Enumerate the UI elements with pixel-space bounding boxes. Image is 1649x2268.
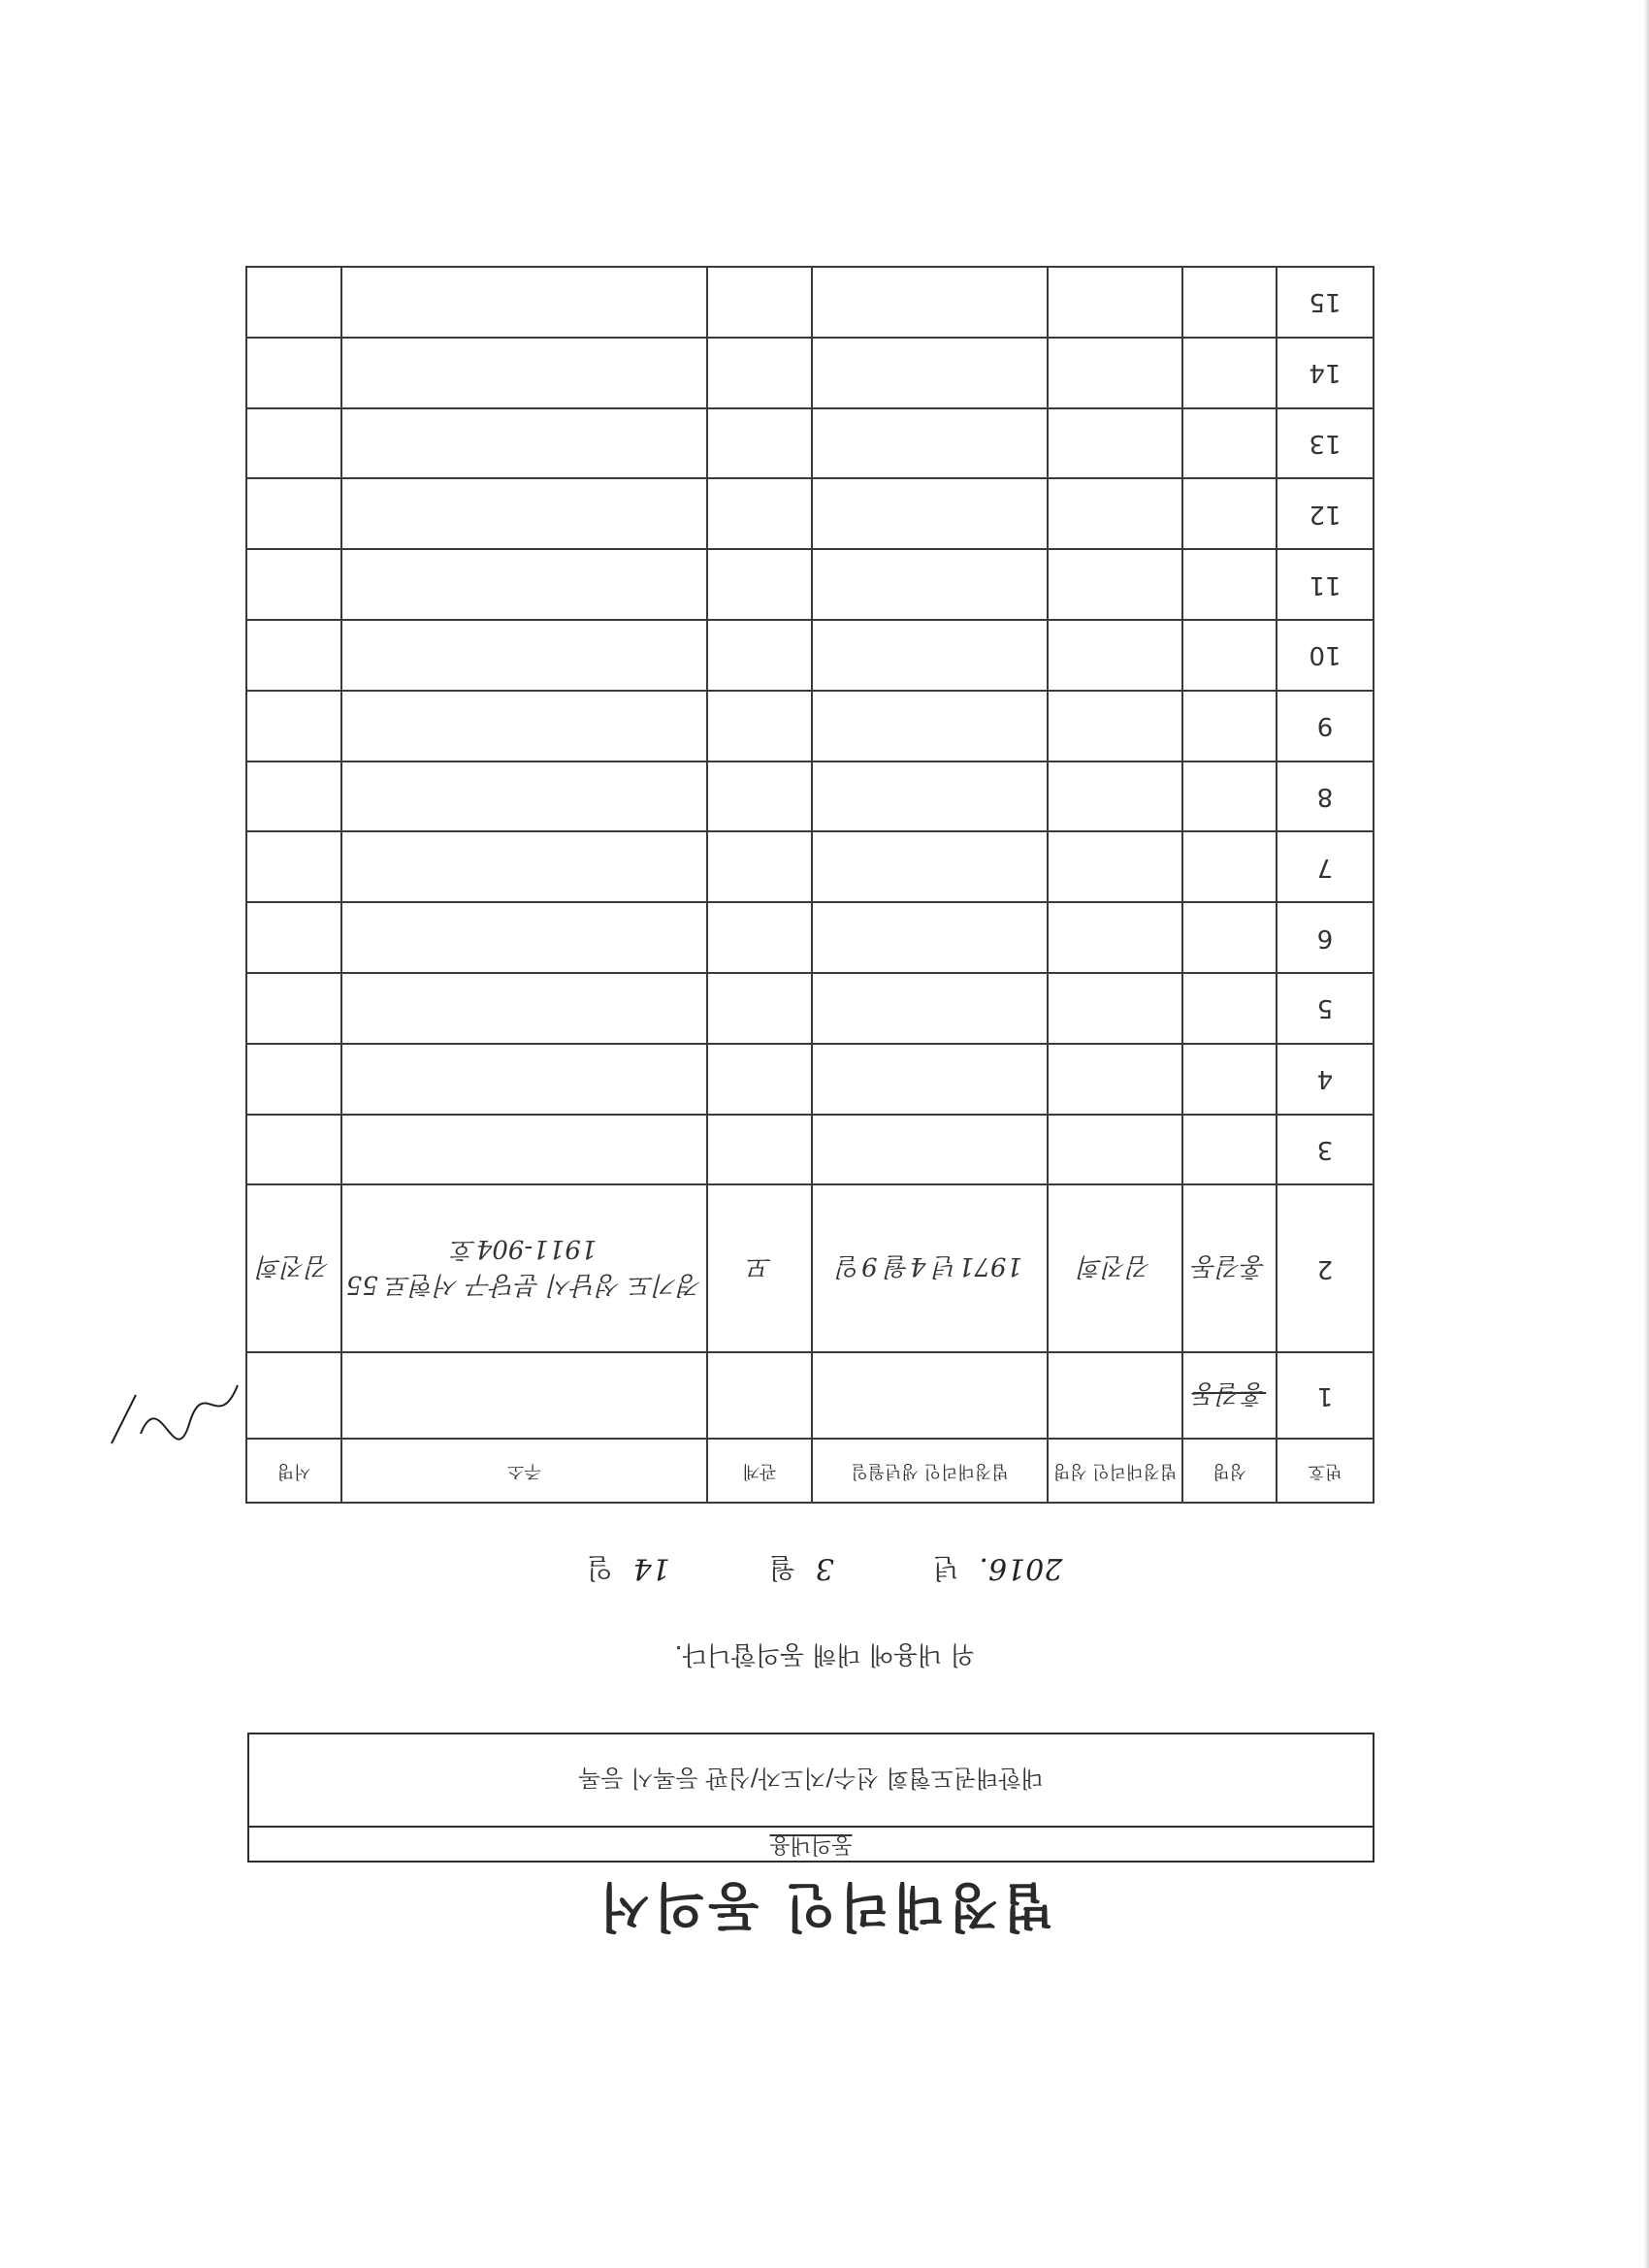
cell-guardian-name	[1048, 338, 1182, 408]
cell-signature	[246, 691, 341, 761]
date-day: 14	[632, 1551, 670, 1585]
cell-relation	[707, 620, 812, 691]
header-relation: 관계	[707, 1439, 812, 1503]
cell-no: 1	[1277, 1352, 1374, 1439]
cell-relation	[707, 973, 812, 1044]
cell-guardian-birth	[812, 1352, 1048, 1439]
cell-address	[341, 831, 707, 902]
cell-relation: 모	[707, 1184, 812, 1352]
cell-address	[341, 267, 707, 338]
cell-signature	[246, 761, 341, 832]
header-name: 성명	[1182, 1439, 1277, 1503]
cell-name	[1182, 973, 1277, 1044]
cell-guardian-birth	[812, 1115, 1048, 1185]
cell-no: 12	[1277, 478, 1374, 549]
cell-guardian-birth	[812, 408, 1048, 479]
date-day-unit: 일	[586, 1552, 613, 1584]
table-row	[246, 549, 1374, 620]
cell-guardian-name	[1048, 620, 1182, 691]
cell-guardian-name	[1048, 1044, 1182, 1115]
cell-name	[1182, 1115, 1277, 1185]
cell-no: 10	[1277, 620, 1374, 691]
cell-guardian-birth	[812, 267, 1048, 338]
cell-relation	[707, 1352, 812, 1439]
cell-address	[341, 973, 707, 1044]
date-year-unit: 년	[932, 1552, 959, 1584]
cell-name	[1182, 761, 1277, 832]
cell-guardian-name	[1048, 1352, 1182, 1439]
cell-name	[1182, 691, 1277, 761]
cell-signature	[246, 620, 341, 691]
header-signature: 서명	[246, 1439, 341, 1503]
cell-guardian-name	[1048, 478, 1182, 549]
table-row	[246, 691, 1374, 761]
cell-name	[1182, 267, 1277, 338]
cell-no: 2	[1277, 1184, 1374, 1352]
cell-relation	[707, 408, 812, 479]
cell-signature	[246, 408, 341, 479]
table-row	[246, 973, 1374, 1044]
cell-guardian-birth	[812, 1044, 1048, 1115]
header-guardian-birth: 법정대리인 생년월일	[812, 1439, 1048, 1503]
table-row	[246, 267, 1374, 338]
header-no: 번호	[1277, 1439, 1374, 1503]
cell-relation	[707, 761, 812, 832]
date-month: 3	[815, 1551, 834, 1585]
cell-name: 홍길동	[1182, 1184, 1277, 1352]
cell-name	[1182, 1044, 1277, 1115]
cell-address	[341, 1184, 707, 1352]
cell-name	[1182, 338, 1277, 408]
table-header-row	[246, 1439, 1374, 1503]
table-row	[246, 1184, 1374, 1352]
cell-signature	[246, 478, 341, 549]
cell-guardian-name	[1048, 902, 1182, 973]
cell-name	[1182, 478, 1277, 549]
cell-name	[1182, 902, 1277, 973]
cell-guardian-name	[1048, 267, 1182, 338]
cell-relation	[707, 1115, 812, 1185]
cell-signature	[246, 902, 341, 973]
cell-no: 5	[1277, 973, 1374, 1044]
cell-address	[341, 1352, 707, 1439]
cell-signature	[246, 338, 341, 408]
table-row	[246, 902, 1374, 973]
cell-signature	[246, 1352, 341, 1439]
cell-no: 15	[1277, 267, 1374, 338]
cell-no: 9	[1277, 691, 1374, 761]
cell-signature	[246, 267, 341, 338]
cell-name	[1182, 408, 1277, 479]
cell-signature	[246, 831, 341, 902]
table-row	[246, 408, 1374, 479]
cell-guardian-birth: 1971년 4월 9일	[812, 1184, 1048, 1352]
consent-body: 대한태권도협회 선수/지도자/심판 등록시 등록	[578, 1765, 1044, 1792]
cell-address	[341, 902, 707, 973]
cell-guardian-birth	[812, 478, 1048, 549]
cell-guardian-birth	[812, 973, 1048, 1044]
cell-no: 8	[1277, 761, 1374, 832]
cell-no: 11	[1277, 549, 1374, 620]
table-row	[246, 761, 1374, 832]
table-row	[246, 1352, 1374, 1439]
date-year: 2016.	[979, 1551, 1063, 1585]
cell-address	[341, 761, 707, 832]
cell-guardian-name: 김진희	[1048, 1184, 1182, 1352]
cell-guardian-name	[1048, 408, 1182, 479]
cell-guardian-name	[1048, 549, 1182, 620]
cell-signature	[246, 1115, 341, 1185]
signature-scribble-icon	[102, 1366, 247, 1453]
guardian-table	[245, 266, 1374, 1504]
cell-relation	[707, 338, 812, 408]
table-row	[246, 620, 1374, 691]
cell-address	[341, 408, 707, 479]
cell-guardian-birth	[812, 691, 1048, 761]
cell-address	[341, 478, 707, 549]
cell-relation	[707, 478, 812, 549]
address-line1: 경기도 성남시 분당구 서현로 55	[345, 1269, 703, 1299]
cell-address	[341, 620, 707, 691]
table-row	[246, 831, 1374, 902]
cell-guardian-name	[1048, 761, 1182, 832]
cell-address	[341, 1115, 707, 1185]
cell-guardian-birth	[812, 620, 1048, 691]
cell-guardian-birth	[812, 549, 1048, 620]
cell-name	[1182, 549, 1277, 620]
cell-relation	[707, 1044, 812, 1115]
table-row	[246, 338, 1374, 408]
cell-guardian-birth	[812, 902, 1048, 973]
cell-no: 4	[1277, 1044, 1374, 1115]
cell-signature	[246, 973, 341, 1044]
table-row	[246, 1115, 1374, 1185]
cell-relation	[707, 831, 812, 902]
address-line2: 1911-904호	[451, 1233, 598, 1263]
cell-guardian-birth	[812, 831, 1048, 902]
cell-signature	[246, 1044, 341, 1115]
cell-name: 홍길동	[1182, 1352, 1277, 1439]
cell-name	[1182, 620, 1277, 691]
cell-name	[1182, 831, 1277, 902]
cell-no: 3	[1277, 1115, 1374, 1185]
cell-relation	[707, 549, 812, 620]
cell-guardian-name	[1048, 1115, 1182, 1185]
cell-no: 7	[1277, 831, 1374, 902]
cell-guardian-birth	[812, 761, 1048, 832]
page-title: 법정대리인 동의서	[595, 1876, 1054, 1937]
consent-box	[247, 1733, 1374, 1863]
cell-address	[341, 549, 707, 620]
cell-no: 6	[1277, 902, 1374, 973]
cell-address	[341, 338, 707, 408]
header-guardian-name: 법정대리인 성명	[1048, 1439, 1182, 1503]
cell-guardian-name	[1048, 691, 1182, 761]
cell-guardian-birth	[812, 338, 1048, 408]
agree-statement: 위 내용에 대해 동의합니다.	[674, 1639, 975, 1669]
cell-guardian-name	[1048, 973, 1182, 1044]
cell-signature: 김진희	[246, 1184, 341, 1352]
cell-relation	[707, 902, 812, 973]
cell-signature	[246, 549, 341, 620]
cell-no: 14	[1277, 338, 1374, 408]
cell-relation	[707, 691, 812, 761]
header-address: 주소	[341, 1439, 707, 1503]
date-line	[0, 1550, 1649, 1589]
cell-address	[341, 691, 707, 761]
date-month-unit: 월	[768, 1552, 795, 1584]
cell-guardian-name	[1048, 831, 1182, 902]
cell-no: 13	[1277, 408, 1374, 479]
cell-address	[341, 1044, 707, 1115]
consent-heading: 동의내용	[249, 1826, 1373, 1861]
table-row	[246, 1044, 1374, 1115]
cell-relation	[707, 267, 812, 338]
table-row	[246, 478, 1374, 549]
